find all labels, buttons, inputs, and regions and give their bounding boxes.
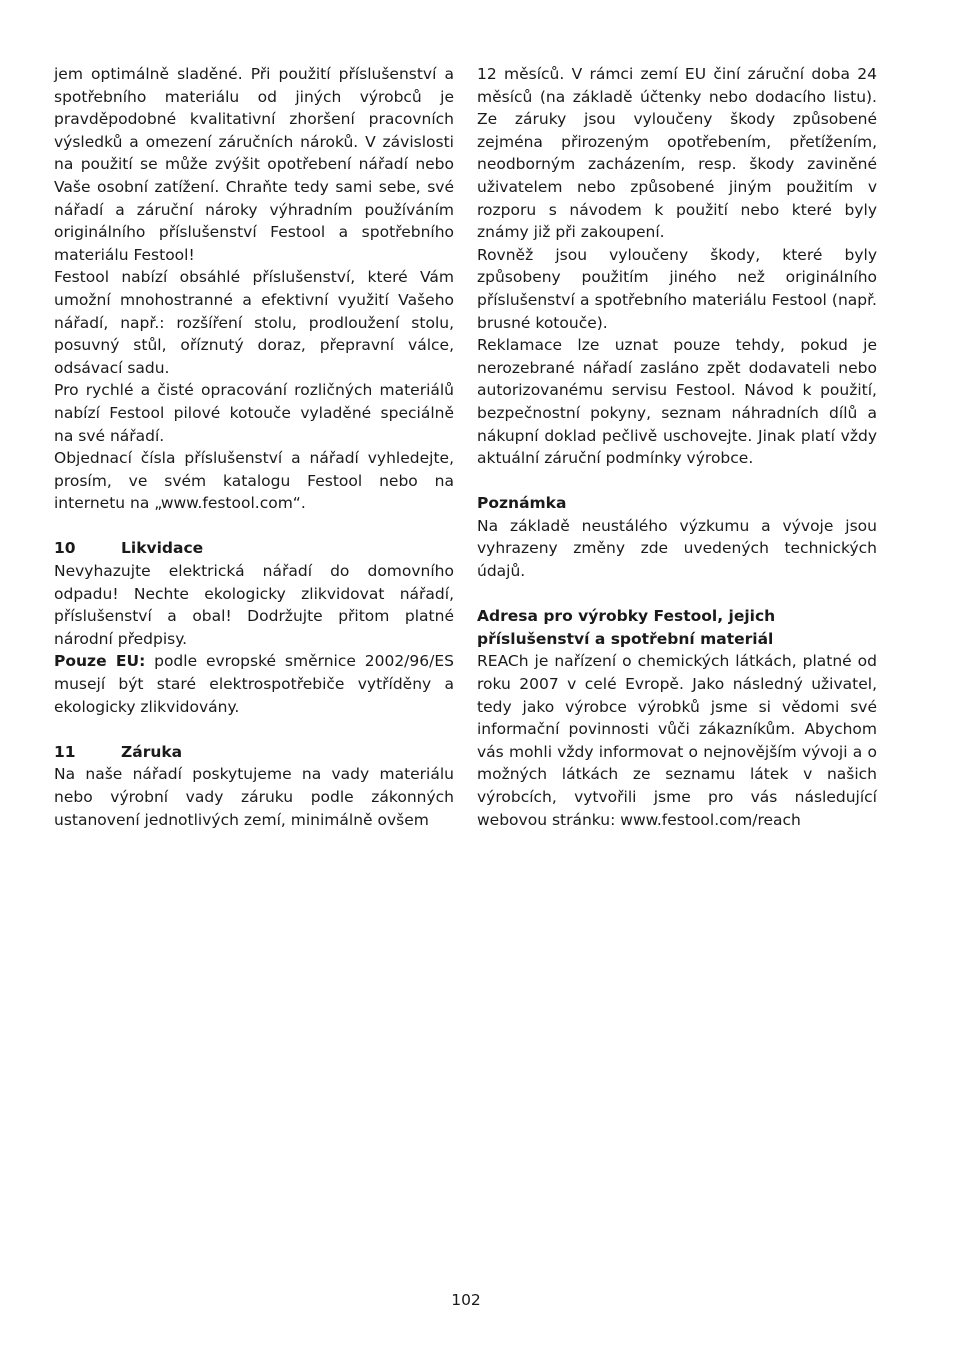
section-number: 10 <box>54 539 76 558</box>
paragraph-saw-blades: Pro rychlé a čisté opracování rozličných materiálů nabízí Festool pilové kotouče vyladěné speciálně na své nářadí. <box>54 381 454 445</box>
paragraph-eu-only <box>54 650 454 718</box>
paragraph-order-numbers: Objednací čísla příslušenství a nářadí vyhledejte, prosím, ve svém katalogu Festool nebo na internetu na „www.festool.com“. <box>54 449 454 513</box>
section-title: Likvidace <box>121 539 204 558</box>
paragraph-reach: REACh je nařízení o chemických látkách, platné od roku 2007 v celé Evropě. Jako následný uživatel, tedy jako výrobce výrobků jsme si vědomi své informační povinnosti vůči zákazníkům. Abychom vás mohli vždy informovat o nejnovějším vývoji a o možných látkách ze seznamu látek v našich výrobcích, vytvořili jsme pro vás následující webovou stránku: www.festool.com/reach <box>477 652 877 829</box>
section-number: 11 <box>54 742 76 761</box>
paragraph-note: Na základě neustálého výzkumu a vývoje jsou vyhrazeny změny zde uvedených technických údajů. <box>477 516 877 581</box>
section-heading-warranty <box>54 741 454 764</box>
paragraph-disposal: Nevyhazujte elektrická nářadí do domovního odpadu! Nechte ekologicky zlikvidovat nářadí, příslušenství a obal! Dodržujte přitom platné národní předpisy. <box>54 562 454 648</box>
paragraph-warranty-continued: 12 měsíců. V rámci zemí EU činí záruční doba 24 měsíců (na základě účtenky nebo dodacího listu). Ze záruky jsou vyloučeny škody způsobené zejména přirozeným opotřebením, přetížením, neodborným zacházením, resp. škody zaviněné uživatelem nebo způsobené jiným použitím v rozporu s návodem k použití nebo které byly známy již při zakoupení. <box>477 65 877 242</box>
paragraph-warranty-exclusions: Rovněž jsou vyloučeny škody, které byly způsobeny použitím jiného než originálního příslušenství a spotřebního materiálu Festool (např. brusné kotouče). <box>477 245 877 332</box>
spacer <box>477 470 877 493</box>
address-heading: Adresa pro výrobky Festool, jejich příslušenství a spotřební materiál <box>477 607 776 648</box>
spacer <box>54 515 454 538</box>
paragraph-accessories-offer: Festool nabízí obsáhlé příslušenství, které Vám umožní mnohostranné a efektivní využití Vašeho nářadí, např.: rozšíření stolu, prodloužení stolu, posuvný stůl, oříznutý doraz, přepravní válce, odsávací sadu. <box>54 268 454 377</box>
section-title: Záruka <box>121 742 183 761</box>
note-heading: Poznámka <box>477 494 567 513</box>
paragraph-accessories-warning: jem optimálně sladěné. Při použití příslušenství a spotřebního materiálu od jiných výrobců je pravděpodobné kvalitativní zhoršení pracovních výsledků a omezení záručních nároků. V závislosti na použití se může zvýšit opotřebení nářadí nebo Vaše osobní zatížení. Chraňte tedy sami sebe, své nářadí a záruční nároky výhradním používáním originálního příslušenství Festool a spotřebního materiálu Festool! <box>54 65 454 264</box>
right-column <box>477 63 877 831</box>
spacer <box>477 583 877 606</box>
eu-label: Pouze EU: <box>54 652 146 671</box>
spacer <box>54 718 454 741</box>
left-column <box>54 63 454 831</box>
paragraph-warranty: Na naše nářadí poskytujeme na vady materiálu nebo výrobní vady záruku podle zákonných ustanovení jednotlivých zemí, minimálně ovšem <box>54 765 454 829</box>
page-number: 102 <box>451 1291 481 1309</box>
eu-text: podle evropské směrnice 2002/96/ES musejí být staré elektrospotřebiče vytříděny a ekologicky zlikvidovány. <box>54 652 454 716</box>
paragraph-complaints: Reklamace lze uznat pouze tehdy, pokud je nerozebrané nářadí zasláno zpět dodavateli nebo autorizovanému servisu Festool. Návod k použití, bezpečnostní pokyny, seznam náhradních dílů a nákupní doklad pečlivě uschovejte. Jinak platí vždy aktuální záruční podmínky výrobce. <box>477 336 877 468</box>
section-heading-disposal <box>54 537 454 560</box>
